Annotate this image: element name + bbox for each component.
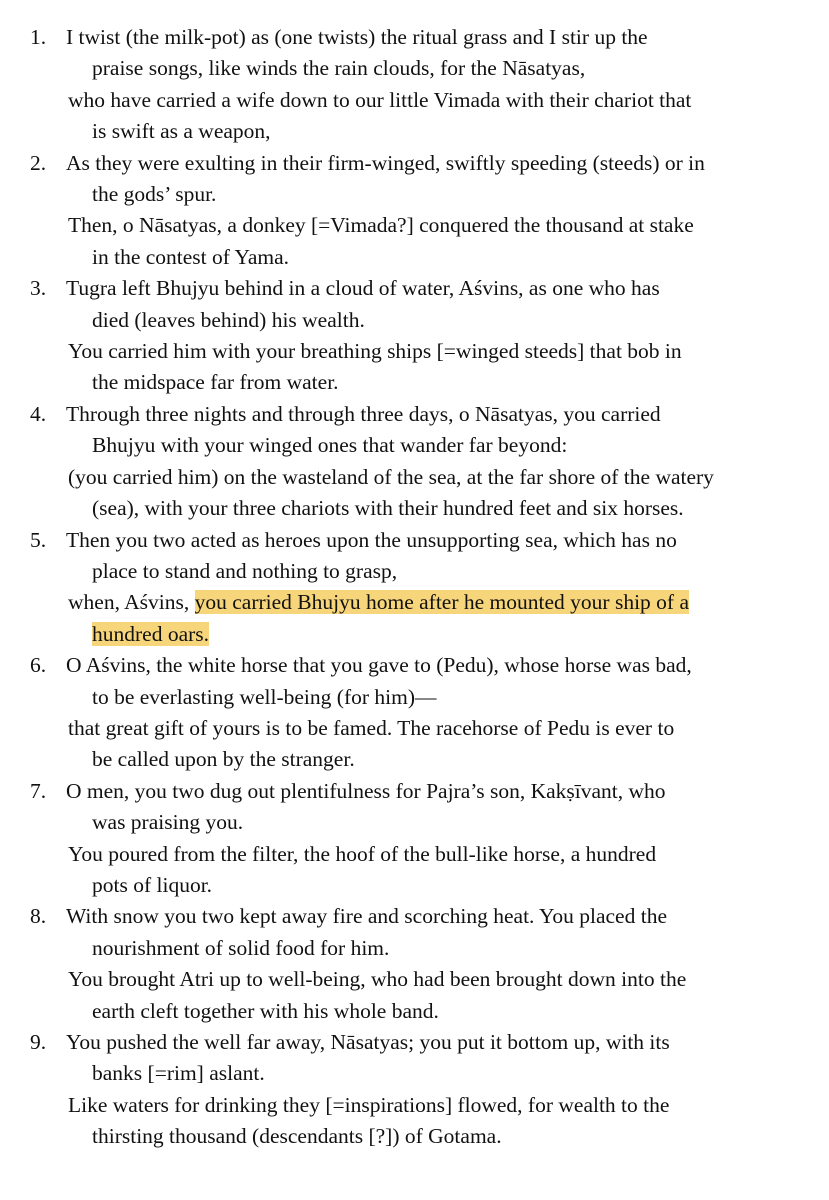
verse-line: (you carried him) on the wasteland of the sea, at the far shore of the watery [68,464,714,489]
verse-line: You carried him with your breathing ships [=winged steeds] that bob in [68,339,682,364]
verse-text: Through three nights and through three days, o Nāsatyas, you carried [66,401,661,426]
verse-line [0,901,829,932]
verse-line: the midspace far from water. [92,370,339,395]
verse-text: Tugra left Bhujyu behind in a cloud of water, Aśvins, as one who has [66,276,660,301]
verse-line: in the contest of Yama. [92,244,290,269]
verse-line [0,525,829,556]
verse-text: I twist (the milk-pot) as (one twists) the ritual grass and I stir up the [66,25,648,49]
verse-line [0,619,829,650]
verse-number: 4. [30,401,47,426]
verse-line: to be everlasting well-being (for him)— [92,684,437,709]
verse-line [0,650,829,681]
verse-line [0,1027,829,1058]
verse-1 [0,22,829,148]
verse-8 [0,901,829,1027]
verse-2 [0,148,829,274]
verse-line: was praising you. [92,810,244,835]
verse-3 [0,273,829,399]
verse-line: died (leaves behind) his wealth. [92,307,365,332]
verse-number: 8. [30,904,47,929]
verse-line: nourishment of solid food for him. [92,935,390,960]
verse-line: banks [=rim] aslant. [92,1061,265,1086]
verse-number: 3. [30,276,47,301]
verse-line [0,273,829,304]
verse-line: Then, o Nāsatyas, a donkey [=Vimada?] conquered the thousand at stake [68,213,694,238]
verse-number: 2. [30,150,47,175]
verse-line [0,587,829,618]
verse-line [0,22,829,53]
verse-line: is swift as a weapon, [92,119,271,144]
verse-line: pots of liquor. [92,872,213,897]
verse-line: earth cleft together with his whole band. [92,998,439,1023]
verse-line: Like waters for drinking they [=inspirations] flowed, for wealth to the [68,1092,670,1117]
verse-page [0,22,829,1153]
verse-text: You pushed the well far away, Nāsatyas; you put it bottom up, with its [66,1030,670,1054]
verse-number: 9. [30,1030,47,1054]
verse-line: the gods’ spur. [92,182,217,207]
verse-5 [0,525,829,651]
highlighted-text[interactable]: hundred oars. [92,621,210,646]
verse-line [0,776,829,807]
highlighted-text[interactable]: you carried Bhujyu home after he mounted your ship of a [194,590,689,615]
verse-line [0,148,829,179]
verse-line: place to stand and nothing to grasp, [92,558,398,583]
verse-text: As they were exulting in their firm-winged, swiftly speeding (steeds) or in [66,150,705,175]
verse-line: be called upon by the stranger. [92,747,355,772]
verse-text: when, Aśvins, [68,590,195,615]
verse-line: You poured from the filter, the hoof of the bull-like horse, a hundred [68,841,657,866]
verse-9 [0,1027,829,1153]
verse-line: that great gift of yours is to be famed. The racehorse of Pedu is ever to [68,715,675,740]
verse-text: O Aśvins, the white horse that you gave to (Pedu), whose horse was bad, [66,653,692,678]
verse-text: Then you two acted as heroes upon the unsupporting sea, which has no [66,527,677,552]
verse-line: (sea), with your three chariots with their hundred feet and six horses. [92,496,684,521]
verse-line: Bhujyu with your winged ones that wander far beyond: [92,433,568,458]
verse-text: With snow you two kept away fire and scorching heat. You placed the [66,904,667,929]
verse-line: praise songs, like winds the rain clouds, for the Nāsatyas, [92,56,586,81]
verse-number: 7. [30,778,47,803]
verse-number: 1. [30,25,47,49]
verse-7 [0,776,829,902]
verse-line: You brought Atri up to well-being, who had been brought down into the [68,967,687,992]
verse-number: 5. [30,527,47,552]
verse-number: 6. [30,653,47,678]
verse-4 [0,399,829,525]
verse-line: who have carried a wife down to our little Vimada with their chariot that [68,87,692,112]
verse-line [0,399,829,430]
verse-text: O men, you two dug out plentifulness for Pajra’s son, Kakṣīvant, who [66,778,666,803]
verse-line: thirsting thousand (descendants [?]) of Gotama. [92,1124,502,1149]
verse-6 [0,650,829,776]
